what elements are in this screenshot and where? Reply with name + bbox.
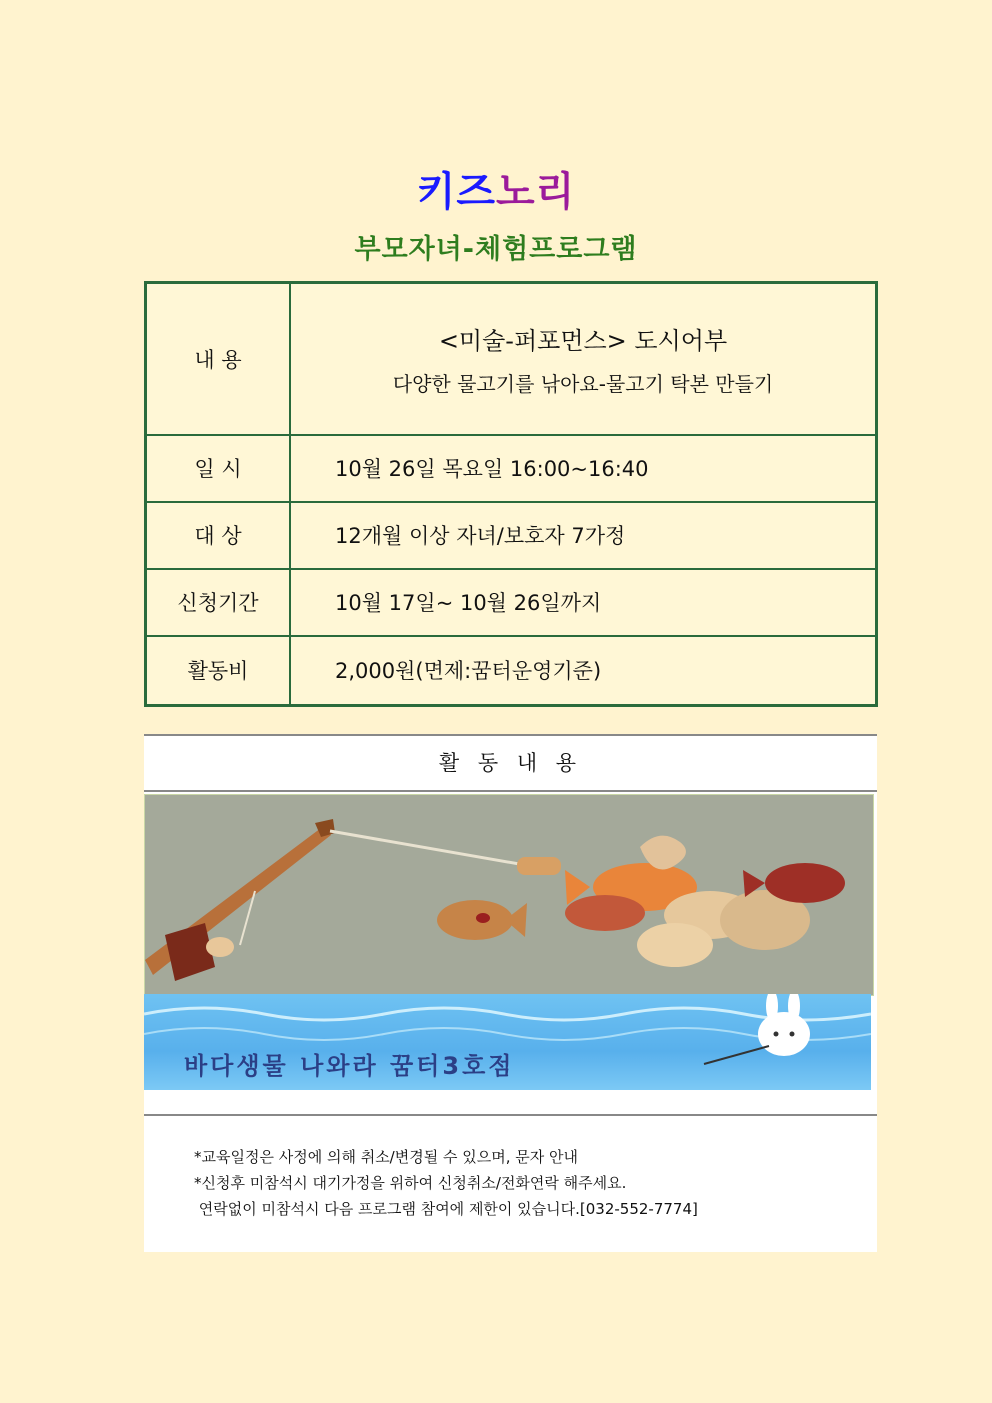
page-title — [0, 160, 992, 217]
title-part-2: 노리 — [496, 169, 576, 215]
banner-image — [144, 994, 871, 1090]
info-table — [144, 281, 878, 707]
row-value: 10월 26일 목요일 16:00~16:40 — [290, 435, 877, 502]
content-label: 내 용 — [146, 283, 291, 435]
note-line: *신청후 미참석시 대기가정을 위하여 신청취소/전화연락 해주세요. — [194, 1174, 627, 1192]
row-value: 12개월 이상 자녀/보호자 7가정 — [290, 502, 877, 569]
row-label: 대 상 — [146, 502, 291, 569]
banner-text: 바다생물 나와라 꿈터3호점 — [184, 1052, 515, 1080]
note-line: *교육일정은 사정에 의해 취소/변경될 수 있으며, 문자 안내 — [194, 1148, 578, 1166]
row-value: 10월 17일~ 10월 26일까지 — [290, 569, 877, 636]
table-row — [146, 502, 877, 569]
fishing-toy-photo — [144, 794, 874, 996]
table-row — [146, 569, 877, 636]
notes — [194, 1144, 698, 1222]
content-main: <미술-퍼포먼스> 도시어부 — [438, 326, 728, 355]
table-row — [146, 435, 877, 502]
row-label: 일 시 — [146, 435, 291, 502]
table-row — [146, 283, 877, 435]
activity-heading: 활 동 내 용 — [144, 736, 877, 792]
page-subtitle: 부모자녀-체험프로그램 — [354, 234, 638, 265]
activity-section — [144, 734, 877, 1252]
fish-icon — [437, 900, 527, 940]
title-part-1: 키즈 — [416, 169, 496, 215]
content-cell — [290, 283, 877, 435]
table-row — [146, 636, 877, 706]
divider — [144, 1114, 877, 1116]
row-value: 2,000원(면제:꿈터운영기준) — [290, 636, 877, 706]
row-label: 신청기간 — [146, 569, 291, 636]
rabbit-icon — [704, 994, 810, 1064]
note-line: 연락없이 미참석시 다음 프로그램 참여에 제한이 있습니다.[032-552-7774] — [194, 1200, 698, 1218]
content-sub: 다양한 물고기를 낚아요-물고기 탁본 만들기 — [392, 371, 774, 396]
fish-icon — [565, 836, 845, 967]
row-label: 활동비 — [146, 636, 291, 706]
